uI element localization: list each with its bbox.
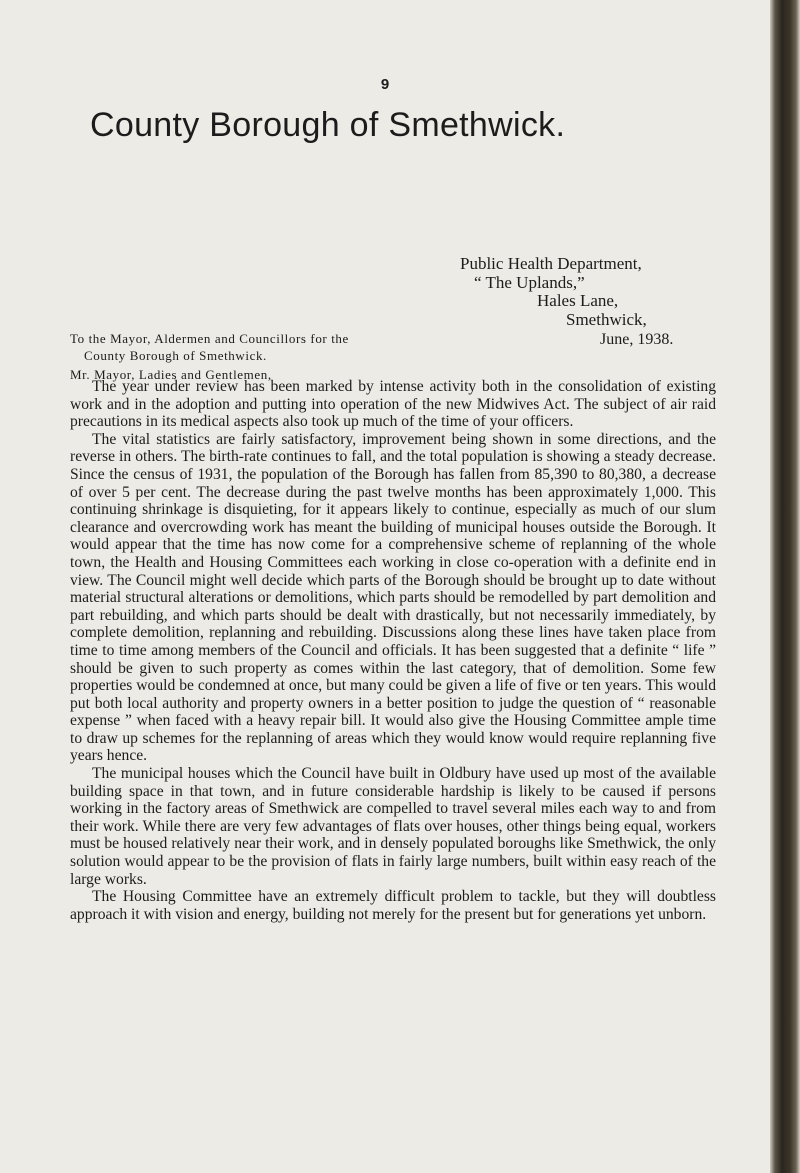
page-number: 9 (380, 76, 390, 93)
address-line-2: “ The Uplands,” (474, 272, 585, 292)
recipient-line-1: To the Mayor, Aldermen and Councillors for the (70, 331, 349, 346)
recipient-line-2: County Borough of Smethwick. (84, 348, 267, 363)
sender-address (460, 255, 780, 329)
paragraph-2: The vital statistics are fairly satisfactory, improvement being shown in some directions, and the reverse in others. The birth-rate continues to fall, and the total population is showing a steady decrease. Since the census of 1931, the population of the Borough has fallen from 85,390 to 80,380, a decrease of over 5 per cent. The decrease during the past twelve months has been approximately 1,000. This continuing shrinkage is disquieting, for it appears likely to continue, especially as much of our slum clearance and overcrowding work has meant the building of municipal houses outside the Borough. It would appear that the time has now come for a comprehensive scheme of replanning of the whole town, the Health and Housing Committees each working in close co-operation with a definite end in view. The Council might well decide which parts of the Borough should be brought up to date without material structural alterations or demolitions, which parts should be remodelled by part demolition and part rebuilding, and which parts should be dealt with drastically, but not necessarily immediately, by complete demolition, replanning and rebuilding. Discussions along these lines have taken place from time to time among members of the Council and officials. It has been suggested that a definite “ life ” should be given to such property as comes within the last category, that of demolition. Some few properties would be condemned at once, but many could be given a life of five or ten years. This would put both local authority and property owners in a better position to judge the question of “ reasonable expense ” when faced with a heavy repair bill. It would also give the Housing Committee ample time to draw up schemes for the replanning of areas which they would know would require replanning five years hence. (70, 430, 716, 765)
paragraph-4: The Housing Committee have an extremely difficult problem to tackle, but they will doubtless approach it with vision and energy, building not merely for the present but for generations yet unborn. (70, 888, 716, 923)
address-line-1: Public Health Department, (460, 254, 642, 273)
paragraph-3: The municipal houses which the Council have built in Oldbury have used up most of the available building space in that town, and in future considerable hardship is likely to be caused if persons working in the factory areas of Smethwick are compelled to travel several miles each way to and from their work. While there are very few advantages of flats over houses, other things being equal, workers must be housed relatively near their work, and in densely populated boroughs like Smethwick, the only solution would appear to be the provision of flats in fairly large numbers, built within easy reach of the large works. (70, 765, 716, 888)
recipient-block (70, 330, 710, 383)
salutation: Mr. Mayor, Ladies and Gentlemen, (70, 367, 272, 382)
page-title: County Borough of Smethwick. (90, 106, 566, 144)
address-line-4: Smethwick, (566, 309, 647, 329)
page-binding-edge (770, 0, 800, 1173)
report-body (70, 378, 716, 923)
paragraph-1: The year under review has been marked by intense activity both in the consolidation of existing work and in the adoption and putting into operation of the new Midwives Act. The subject of air raid precautions in its medical aspects also took up much of the time of your officers. (70, 378, 716, 431)
letter-date: June, 1938. (600, 331, 674, 348)
address-line-3: Hales Lane, (537, 291, 619, 310)
